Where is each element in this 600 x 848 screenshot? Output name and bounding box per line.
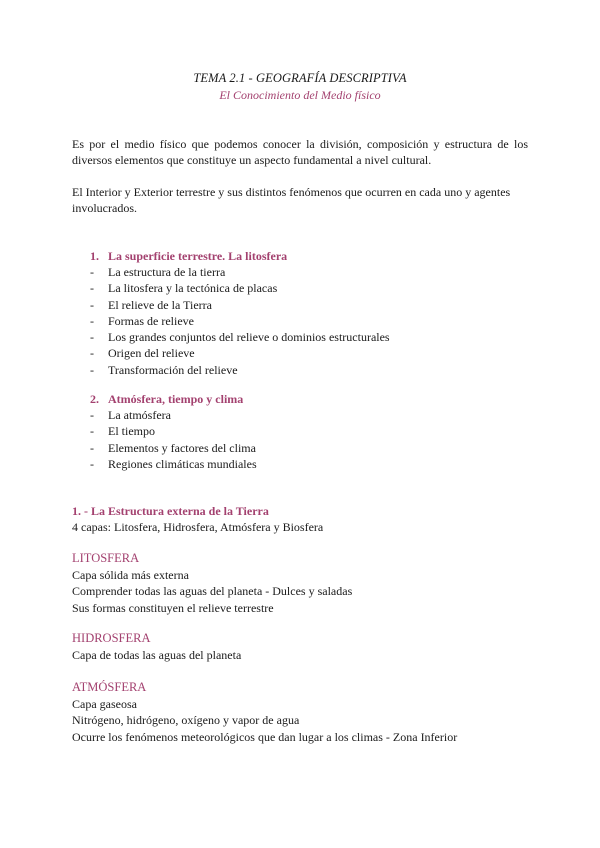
outline-section-2 <box>90 391 530 472</box>
bullet-dash: - <box>90 265 94 279</box>
bullet-dash: - <box>90 346 94 361</box>
bullet-dash: - <box>90 330 94 345</box>
block-heading: HIDROSFERA <box>72 631 151 645</box>
block-line: Comprender todas las aguas del planeta - Dulces y saladas <box>72 584 353 599</box>
bullet-dash: - <box>90 408 94 422</box>
list-item <box>90 440 530 456</box>
list-item <box>90 264 530 280</box>
list-item-text: Elementos y factores del clima <box>108 440 256 455</box>
block-hidrosfera <box>72 630 532 663</box>
section-heading: 1. - La Estructura externa de la Tierra <box>72 504 269 518</box>
outline-number: 1. <box>90 249 99 263</box>
list-item-text: La atmósfera <box>108 408 171 422</box>
section-text: 4 capas: Litosfera, Hidrosfera, Atmósfera y Biosfera <box>72 520 324 534</box>
intro-paragraph-1: Es por el medio físico que podemos conocer la división, composición y estructura de los diversos elementos que constituye un aspecto fundamental a nivel cultural. <box>72 137 528 167</box>
page-title: TEMA 2.1 - GEOGRAFÍA DESCRIPTIVA <box>193 71 407 85</box>
block-atmosfera <box>72 679 532 745</box>
list-item-text: La estructura de la tierra <box>108 265 226 279</box>
list-item-text: Formas de relieve <box>108 313 194 328</box>
list-item <box>90 456 530 472</box>
section-external-structure <box>72 503 532 535</box>
bullet-dash: - <box>90 313 94 328</box>
outline-title: La superficie terrestre. La litosfera <box>108 249 288 263</box>
block-heading: LITOSFERA <box>72 551 140 565</box>
bullet-dash: - <box>90 440 94 455</box>
bullet-dash: - <box>90 297 94 312</box>
list-item-text: El relieve de la Tierra <box>108 297 212 312</box>
block-line: Sus formas constituyen el relieve terrestre <box>72 600 274 615</box>
list-item <box>90 423 530 439</box>
bullet-dash: - <box>90 424 94 439</box>
list-item-text: Origen del relieve <box>108 346 195 361</box>
list-item <box>90 297 530 313</box>
outline-heading <box>90 391 530 407</box>
block-heading: ATMÓSFERA <box>72 680 147 694</box>
outline-heading <box>90 248 530 264</box>
outline-title: Atmósfera, tiempo y clima <box>108 392 244 406</box>
list-item-text: La litosfera y la tectónica de placas <box>108 281 278 296</box>
list-item <box>90 329 530 345</box>
list-item-text: El tiempo <box>108 424 155 439</box>
list-item-text: Transformación del relieve <box>108 362 238 377</box>
list-item <box>90 280 530 296</box>
list-item <box>90 345 530 361</box>
block-line: Capa gaseosa <box>72 697 137 711</box>
page-subtitle: El Conocimiento del Medio físico <box>219 88 381 102</box>
block-litosfera <box>72 550 532 616</box>
bullet-dash: - <box>90 281 94 296</box>
list-item <box>90 313 530 329</box>
outline-number: 2. <box>90 392 99 406</box>
list-item <box>90 362 530 378</box>
block-line: Capa sólida más externa <box>72 568 189 582</box>
list-item-text: Los grandes conjuntos del relieve o dominios estructurales <box>108 330 390 345</box>
block-line: Capa de todas las aguas del planeta <box>72 648 242 662</box>
block-line: Ocurre los fenómenos meteorológicos que dan lugar a los climas - Zona Inferior <box>72 729 458 744</box>
bullet-dash: - <box>90 456 94 471</box>
list-item-text: Regiones climáticas mundiales <box>108 456 257 471</box>
block-line: Nitrógeno, hidrógeno, oxígeno y vapor de agua <box>72 713 300 728</box>
list-item <box>90 407 530 423</box>
outline-section-1 <box>90 248 530 378</box>
intro-paragraph-2: El Interior y Exterior terrestre y sus distintos fenómenos que ocurren en cada uno y agentes involucrados. <box>72 185 511 215</box>
bullet-dash: - <box>90 362 94 377</box>
